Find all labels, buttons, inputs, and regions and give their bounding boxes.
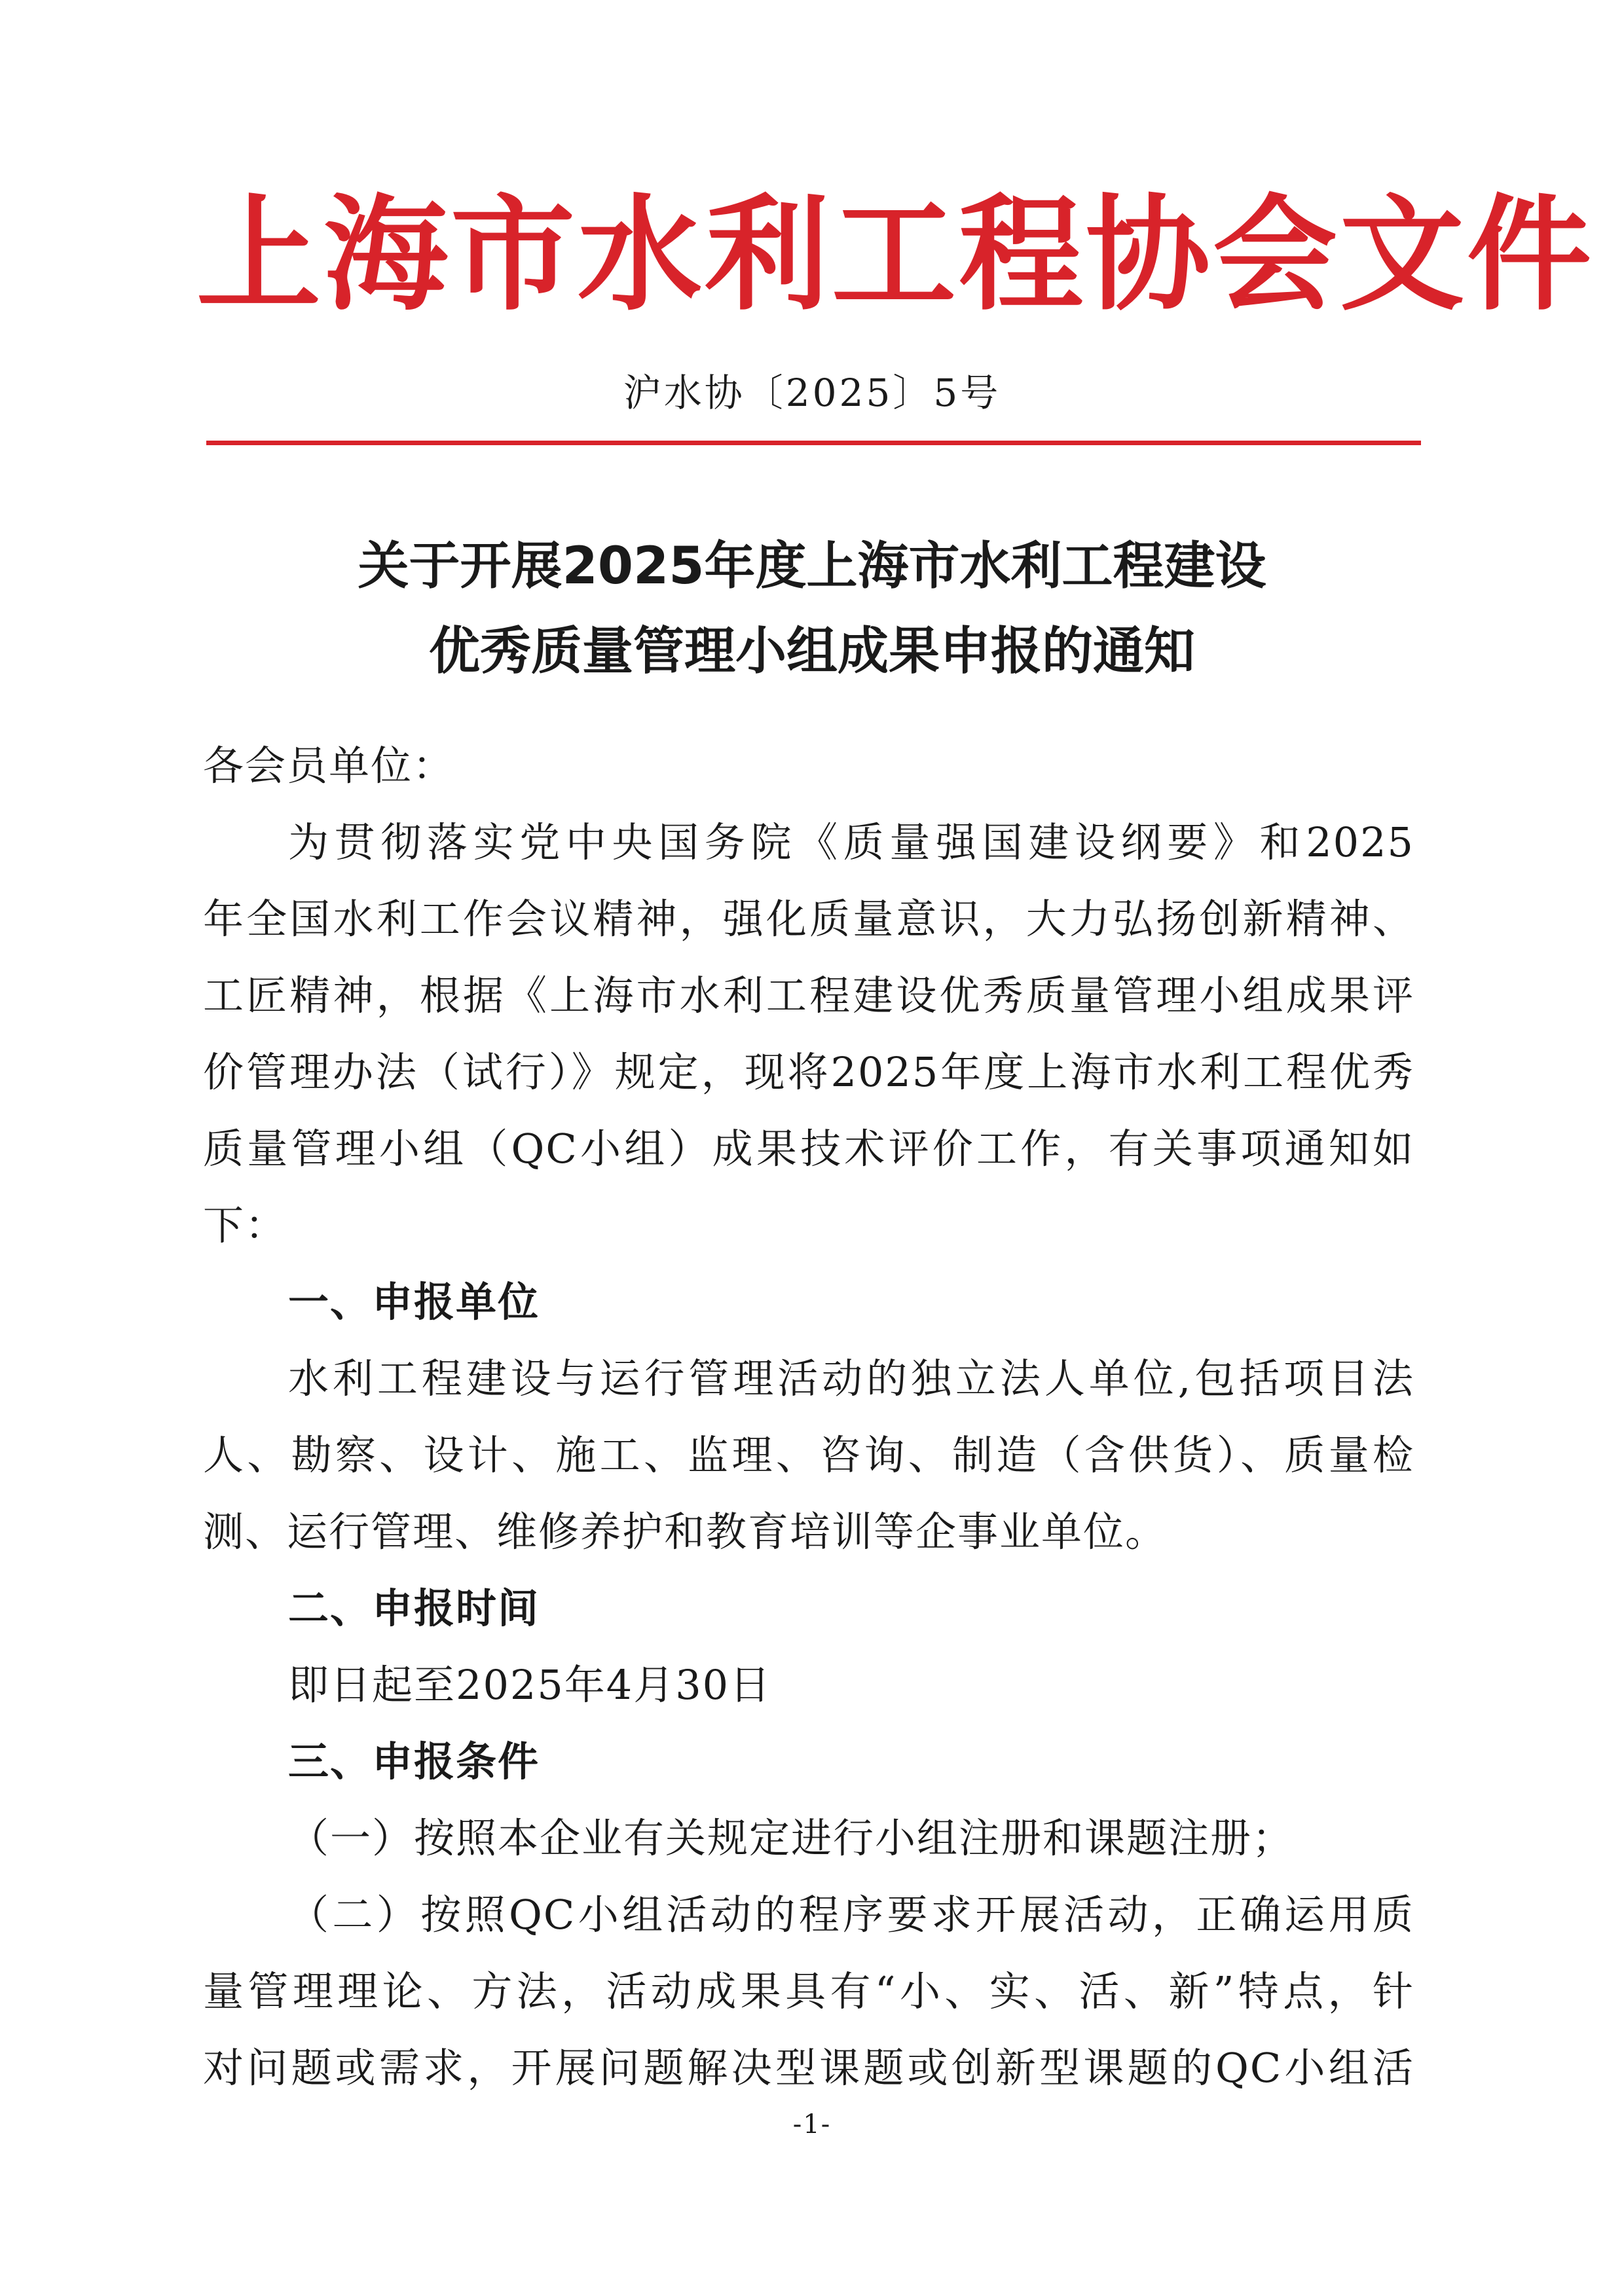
condition-item-2-line: （二）按照QC小组活动的程序要求开展活动，正确运用质: [288, 1891, 1414, 1939]
section-heading-deadline: 二、申报时间: [288, 1584, 540, 1632]
section-heading-applicants: 一、申报单位: [288, 1278, 540, 1326]
section-text-line: 测、运行管理、维修养护和教育培训等企事业单位。: [203, 1508, 1168, 1556]
section-heading-conditions: 三、申报条件: [288, 1738, 540, 1785]
intro-line: 为贯彻落实党中央国务院《质量强国建设纲要》和2025: [288, 818, 1414, 866]
section-text-line: 即日起至2025年4月30日: [288, 1661, 772, 1709]
page-number: -1-: [792, 2109, 832, 2140]
salutation: 各会员单位：: [203, 742, 455, 790]
intro-line: 工匠精神，根据《上海市水利工程建设优秀质量管理小组成果评: [203, 972, 1414, 1019]
section-text-line: 人、勘察、设计、施工、监理、咨询、制造（含供货）、质量检: [203, 1431, 1414, 1479]
intro-line: 下：: [203, 1201, 287, 1249]
condition-item-2-line: 量管理理论、方法，活动成果具有“小、实、活、新”特点，针: [203, 1967, 1414, 2015]
issuer-masthead: 上海市水利工程协会文件: [196, 183, 1595, 327]
document-number: 沪水协〔2025〕5号: [623, 371, 1001, 415]
section-text-line: 水利工程建设与运行管理活动的独立法人单位,包括项目法: [288, 1355, 1414, 1402]
intro-line: 年全国水利工作会议精神，强化质量意识，大力弘扬创新精神、: [203, 895, 1414, 943]
red-divider-line: [206, 441, 1421, 445]
notice-title-line-2: 优秀质量管理小组成果申报的通知: [428, 622, 1195, 681]
condition-item-2-line: 对问题或需求，开展问题解决型课题或创新型课题的QC小组活: [203, 2044, 1414, 2092]
condition-item-1: （一）按照本企业有关规定进行小组注册和课题注册；: [288, 1814, 1295, 1862]
intro-line: 价管理办法（试行）》规定，现将2025年度上海市水利工程优秀: [203, 1048, 1414, 1096]
notice-title-line-1: 关于开展2025年度上海市水利工程建设: [358, 537, 1266, 596]
intro-line: 质量管理小组（QC小组）成果技术评价工作，有关事项通知如: [203, 1125, 1414, 1173]
notice-title: [196, 524, 1428, 694]
